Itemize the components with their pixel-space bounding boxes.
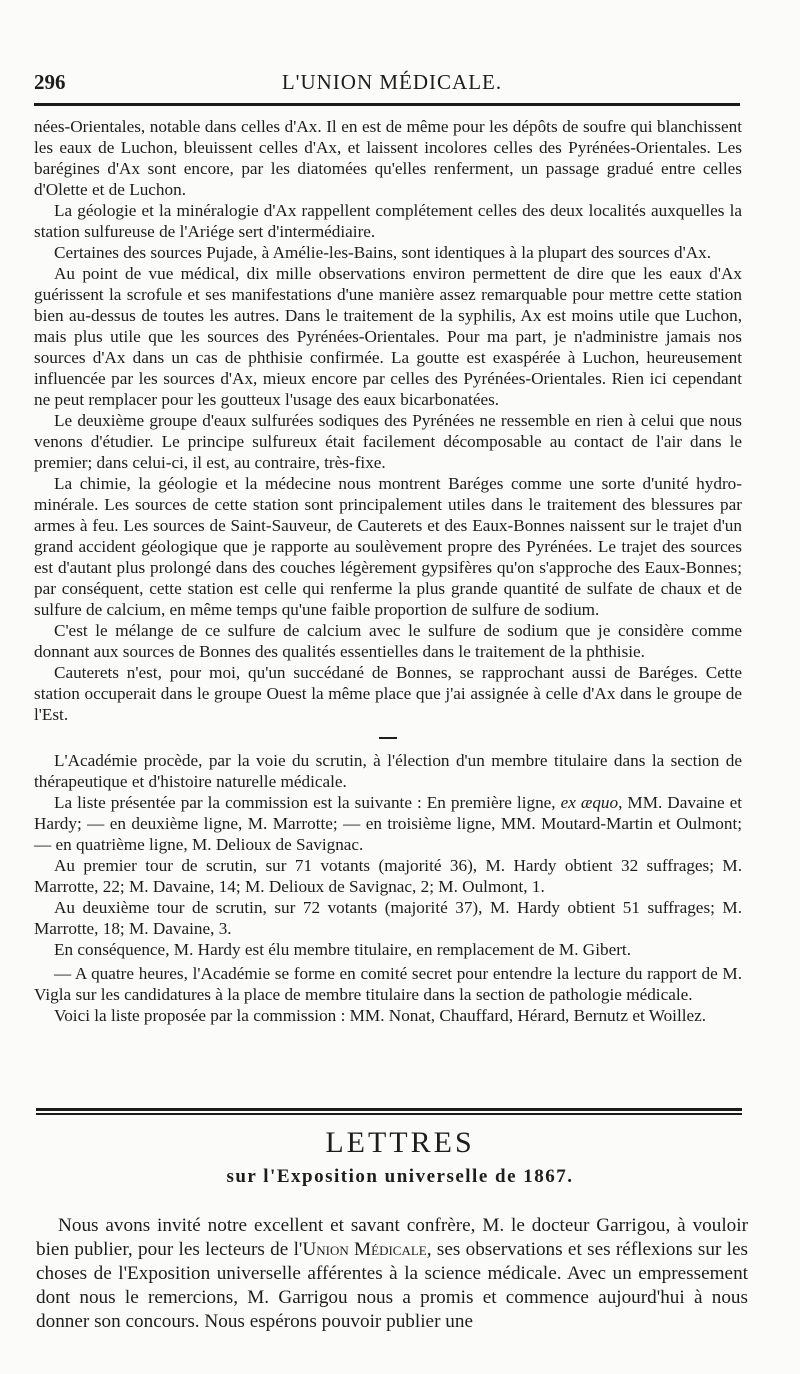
paragraph: Au deuxième tour de scrutin, sur 72 votants (majorité 37), M. Hardy obtient 51 suffrages; M. Marrotte, 18; M. Davaine, 3. (34, 898, 742, 938)
paragraph-part: , MM. Davaine et Hardy; — en deuxième ligne, M. Marrotte; — en troisième ligne, MM. Moutard-Martin et Oulmont; — en quatrième ligne, M. Delioux de Savignac. (34, 793, 742, 854)
double-rule-divider (36, 1108, 742, 1115)
journal-name: Union Médicale (302, 1239, 427, 1260)
page-number: 296 (34, 70, 66, 94)
paragraph (36, 1214, 748, 1334)
paragraph-part: Nous avons invité notre excellent et savant confrère, M. le docteur Garrigou, à vouloir bien publier, pour les lecteurs de l' (36, 1215, 748, 1260)
latin-phrase: ex æquo (560, 793, 619, 812)
page-header (34, 70, 750, 100)
section-title: LETTRES (325, 1126, 475, 1159)
article-body (34, 116, 742, 1026)
paragraph: L'Académie procède, par la voie du scrutin, à l'élection d'un membre titulaire dans la section de thérapeutique et d'histoire naturelle médicale. (34, 751, 742, 791)
header-rule (34, 103, 740, 106)
running-title: L'UNION MÉDICALE. (281, 70, 503, 94)
paragraph: En conséquence, M. Hardy est élu membre titulaire, en remplacement de M. Gibert. (54, 940, 632, 959)
paragraph-part: , ses observations et ses réflexions sur les choses de l'Exposition universelle afférentes à la science médicale. Avec un empressement dont nous le remercions, M. Garrigou nous a promis et commence aujourd'hui à nous donner son concours. Nous espérons pouvoir publier une (36, 1239, 748, 1332)
paragraph-part: La liste présentée par la commission est la suivante : En première ligne, (54, 793, 561, 812)
paragraph: nées-Orientales, notable dans celles d'Ax. Il en est de même pour les dépôts de soufre qui blanchissent les eaux de Luchon, bleuissent celles d'Ax, et laissent incolores celles des Pyrénées-Orientales. Les barégines d'Ax sont encore, par les diatomées qu'elles renferment, un passage gradué entre celles d'Olette et de Luchon. (34, 117, 742, 199)
paragraph: Voici la liste proposée par la commission : MM. Nonat, Chauffard, Hérard, Bernutz et Woillez. (54, 1006, 707, 1025)
paragraph: La chimie, la géologie et la médecine nous montrent Baréges comme une sorte d'unité hydro-minérale. Les sources de cette station sont principalement utiles dans le traitement des blessures par armes à feu. Les sources de Saint-Sauveur, de Cauterets et des Eaux-Bonnes naissent sur le trajet d'un grand accident géologique que je rapporte au soulèvement propre des Pyrénées. Le trajet des sources est d'autant plus prolongé dans des couches légèrement gypsifères qu'on s'approche des Eaux-Bonnes; par conséquent, cette station est celle qui renferme la plus grande quantité de sulfate de chaux et de sulfure de calcium, en même temps qu'une faible proportion de sulfure de sodium. (34, 474, 742, 619)
paragraph: Certaines des sources Pujade, à Amélie-les-Bains, sont identiques à la plupart des sources d'Ax. (54, 243, 712, 262)
paragraph: Le deuxième groupe d'eaux sulfurées sodiques des Pyrénées ne ressemble en rien à celui que nous venons d'étudier. Le principe sulfureux était facilement décomposable au contact de l'air dans le premier; dans celui-ci, il est, au contraire, très-fixe. (34, 411, 742, 472)
paragraph: — A quatre heures, l'Académie se forme en comité secret pour entendre la lecture du rapport de M. Vigla sur les candidatures à la place de membre titulaire dans la section de pathologie médicale. (34, 964, 742, 1004)
paragraph (34, 792, 742, 855)
paragraph: C'est le mélange de ce sulfure de calcium avec le sulfure de sodium que je considère comme donnant aux sources de Bonnes des qualités essentielles dans le traitement de la phthisie. (34, 621, 742, 661)
section-subtitle: sur l'Exposition universelle de 1867. (226, 1166, 574, 1187)
paragraph: Au point de vue médical, dix mille observations environ permettent de dire que les eaux d'Ax guérissent la scrofule et ses manifestations d'une manière assez remarquable pour mettre cette station bien au-dessus de toutes les autres. Dans le traitement de la syphilis, Ax est moins utile que Luchon, mais plus utile que les sources des Pyrénées-Orientales. Pour ma part, je n'administre jamais nos sources d'Ax dans un cas de phthisie confirmée. La goutte est exaspérée à Luchon, heureusement influencée par les sources d'Ax, mieux encore par celles des Pyrénées-Orientales. Rien ici cependant ne peut remplacer pour les goutteux l'usage des eaux bicarbonatées. (34, 264, 742, 409)
paragraph: La géologie et la minéralogie d'Ax rappellent complétement celles des deux localités auxquelles la station sulfureuse de l'Ariége sert d'intermédiaire. (34, 201, 742, 241)
letter-intro (36, 1214, 748, 1334)
paragraph: Cauterets n'est, pour moi, qu'un succédané de Bonnes, se rapprochant aussi de Baréges. Cette station occuperait dans le groupe Ouest la même place que j'ai assignée à celle d'Ax dans le groupe de l'Est. (34, 663, 742, 724)
section-dash-separator (379, 737, 397, 739)
paragraph: Au premier tour de scrutin, sur 71 votants (majorité 36), M. Hardy obtient 32 suffrages; M. Marrotte, 22; M. Davaine, 14; M. Delioux de Savignac, 2; M. Oulmont, 1. (34, 856, 742, 896)
